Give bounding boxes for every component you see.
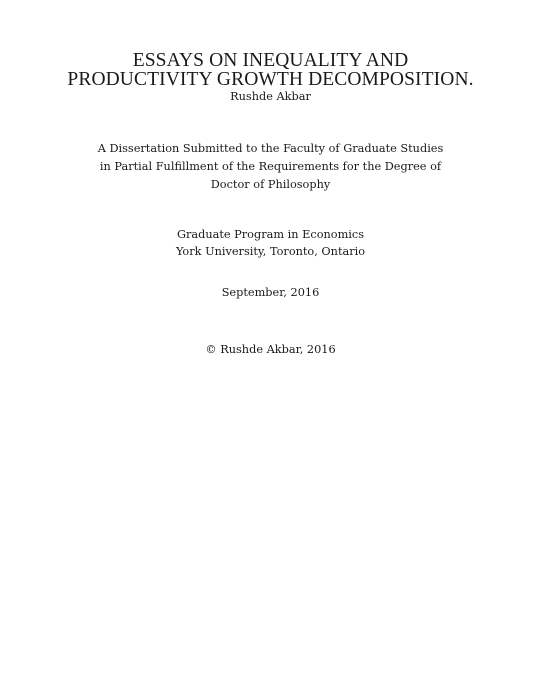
submission-line-1: A Dissertation Submitted to the Faculty of Graduate Studies bbox=[97, 142, 444, 155]
submission-date: September, 2016 bbox=[221, 286, 320, 299]
submission-line-2: in Partial Fulfillment of the Requirements for the Degree of bbox=[99, 160, 442, 173]
program-line-1: Graduate Program in Economics bbox=[176, 228, 365, 241]
title-line-1: ESSAYS ON INEQUALITY AND bbox=[132, 50, 409, 71]
author-name: Rushde Akbar bbox=[230, 90, 311, 103]
title-line-2: PRODUCTIVITY GROWTH DECOMPOSITION. bbox=[67, 69, 474, 90]
submission-line-3: Doctor of Philosophy bbox=[210, 178, 331, 191]
program-line-2: York University, Toronto, Ontario bbox=[175, 245, 366, 258]
copyright-notice: © Rushde Akbar, 2016 bbox=[205, 343, 336, 356]
